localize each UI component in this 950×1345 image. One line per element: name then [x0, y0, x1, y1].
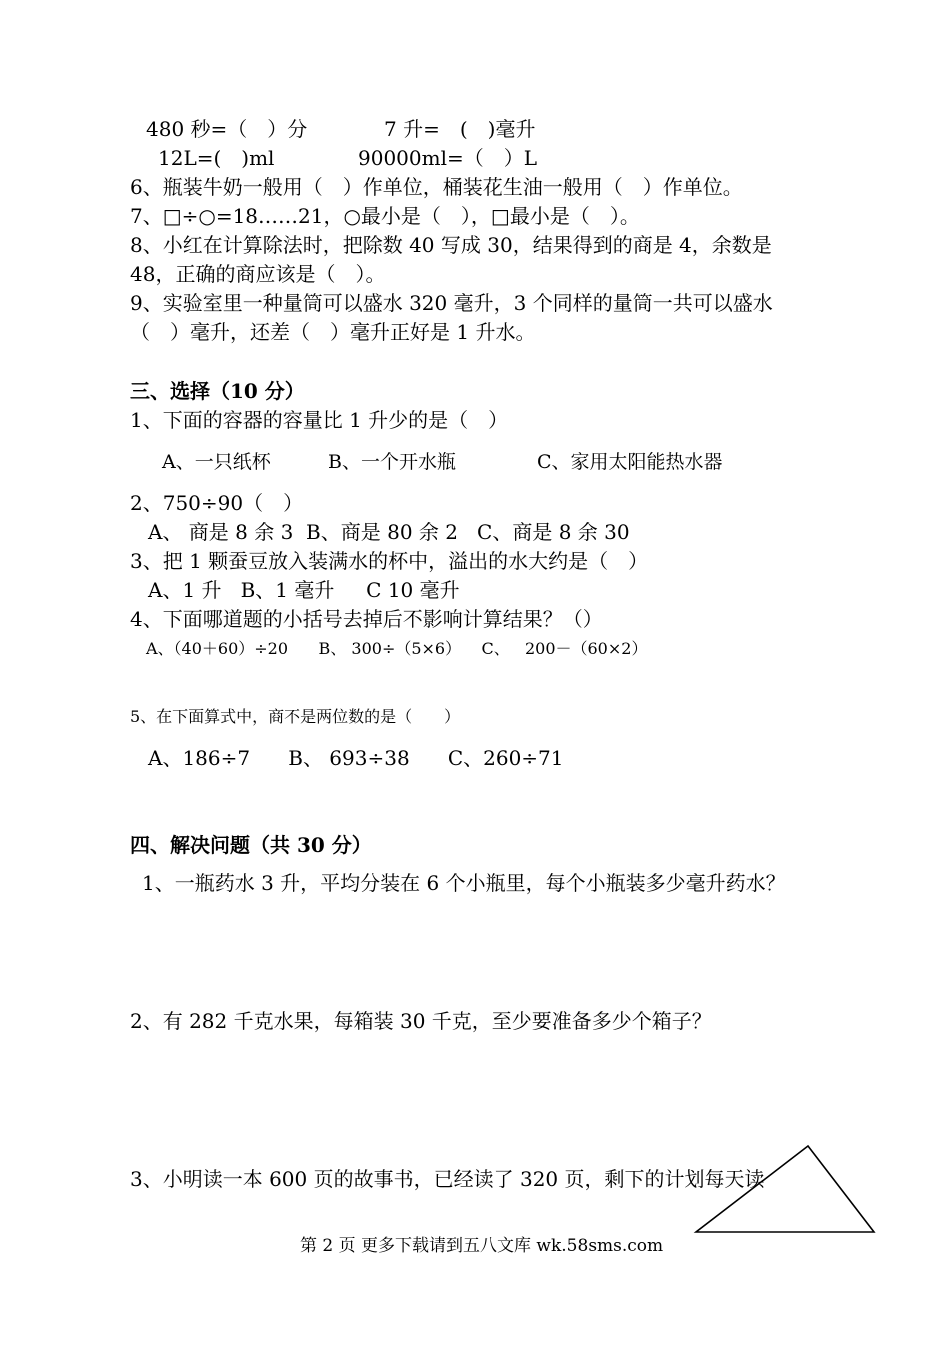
problem-1: 1、一瓶药水 3 升，平均分装在 6 个小瓶里，每个小瓶装多少毫升药水？ — [142, 871, 786, 895]
choice-3: 3、把 1 颗蚕豆放入装满水的杯中，溢出的水大约是（ ） — [130, 549, 649, 573]
question-6: 6、瓶装牛奶一般用（ ）作单位，桶装花生油一般用（ ）作单位。 — [130, 175, 743, 199]
page-footer: 第 2 页 更多下载请到五八文库 wk.58sms.com — [300, 1236, 664, 1256]
choice-1-option-b: B、一个开水瓶 — [328, 451, 456, 473]
choice-1-option-a: A、一只纸杯 — [162, 451, 271, 473]
section-4-heading: 四、解决问题（共 30 分） — [130, 833, 372, 857]
problem-2: 2、有 282 千克水果，每箱装 30 千克，至少要准备多少个箱子？ — [130, 1009, 712, 1033]
choice-1-option-c: C、家用太阳能热水器 — [537, 451, 723, 473]
triangle-icon — [690, 1140, 880, 1240]
unit-conversion-2a: 12L=( )ml — [158, 146, 275, 170]
unit-conversion-1a: 480 秒=（ ）分 — [146, 117, 308, 141]
section-3-heading: 三、选择（10 分） — [130, 379, 305, 403]
choice-2: 2、750÷90（ ） — [130, 491, 304, 515]
choice-2-options: A、 商是 8 余 3 B、商是 80 余 2 C、商是 8 余 30 — [148, 520, 630, 544]
question-7: 7、□÷○=18……21，○最小是（ ），□最小是（ ）。 — [130, 204, 640, 228]
unit-conversion-2b: 90000ml=（ ）L — [358, 146, 538, 170]
question-9-line2: （ ）毫升，还差（ ）毫升正好是 1 升水。 — [130, 320, 536, 344]
choice-3-options: A、1 升 B、1 毫升 C 10 毫升 — [148, 578, 460, 602]
question-9-line1: 9、实验室里一种量筒可以盛水 320 毫升，3 个同样的量筒一共可以盛水 — [130, 291, 773, 315]
unit-conversion-1b: 7 升= ( )毫升 — [384, 117, 536, 141]
choice-1: 1、下面的容器的容量比 1 升少的是（ ） — [130, 408, 509, 432]
question-8-line2: 48，正确的商应该是（ ）。 — [130, 262, 386, 286]
choice-4: 4、下面哪道题的小括号去掉后不影响计算结果？（） — [130, 607, 603, 631]
problem-3: 3、小明读一本 600 页的故事书，已经读了 320 页，剩下的计划每天读 — [130, 1167, 765, 1191]
choice-5: 5、在下面算式中，商不是两位数的是（ ） — [130, 707, 461, 726]
question-8-line1: 8、小红在计算除法时，把除数 40 写成 30，结果得到的商是 4，余数是 — [130, 233, 772, 257]
choice-5-options: A、186÷7 B、 693÷38 C、260÷71 — [148, 746, 564, 770]
choice-4-options: A、（40＋60）÷20 B、 300÷（5×6） C、 200－（60×2） — [146, 639, 648, 658]
